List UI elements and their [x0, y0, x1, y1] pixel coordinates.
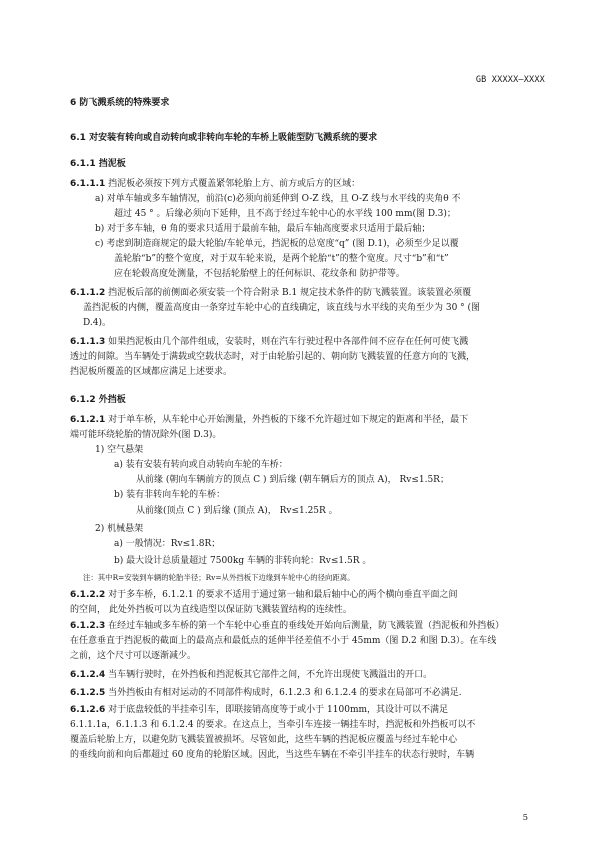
clause-number: 6.1.2.3: [70, 621, 106, 631]
text-line: 1) 空气悬架: [95, 445, 144, 455]
text-line: 的空间， 此处外挡板可以为直线造型以保证防飞溅装置结构的连续性。: [70, 605, 352, 615]
clause-text: 对于底盘较低的半挂牵引车，即联接销高度等于或小于 1100mm，其设计可以不满足: [105, 705, 449, 715]
text-line: [70, 620, 504, 632]
section-heading: 6 防飞溅系统的特殊要求: [70, 98, 170, 108]
section-heading: 6.1.2 外挡板: [70, 395, 126, 405]
text-line: D.4)。: [83, 318, 111, 328]
text-line: [70, 178, 360, 190]
clause-number: 6.1.2.1: [70, 415, 106, 425]
text-line: b) 装有非转向车轮的车桥：: [114, 490, 226, 500]
clause-number: 6.1.2.2: [70, 590, 106, 600]
text-line: 6.1.1.1a，6.1.1.3 和 6.1.2.4 的要求。在这点上，当牵引车连接一辆挂车时，挡泥板和外挡板可以不: [70, 720, 476, 730]
clause-text: 挡泥板必须按下列方式覆盖紧邻轮胎上方、前方或后方的区域：: [105, 179, 361, 189]
page-number: 5: [522, 813, 528, 823]
text-line: 盖轮胎“b”的整个宽度，对于双车轮来说，是两个轮胎“t”的整个宽度。尺寸“b”和“t”: [114, 254, 449, 264]
clause-number: 6.1.2.4: [70, 670, 106, 680]
text-line: [70, 414, 468, 426]
text-line: 从前缘 (朝向车辆前方的顶点 C ) 到后缘 (朝车辆后方的顶点 A)， Rv≤1.5R；: [136, 475, 449, 485]
text-line: [70, 287, 471, 299]
text-line: [70, 669, 432, 681]
text-line: 的垂线向前和向后都超过 60 度角的轮胎区域。因此，当这些车辆在不牵引半挂车的状态行驶时，车辆: [70, 750, 475, 760]
text-line: 2) 机械悬架: [95, 524, 144, 534]
clause-number: 6.1.1.3: [70, 337, 106, 347]
clause-number: 6.1.2.6: [70, 705, 106, 715]
text-line: 超过 45 ° 。后缘必须向下延伸，且不高于经过车轮中心的水平线 100 mm(图 D.3)；: [114, 209, 456, 219]
text-line: a) 对单车轴或多车轴情况，前沿(c)必须向前延伸到 O-Z 线，且 O-Z 线与水平线的夹角θ 不: [95, 194, 461, 204]
text-line: 之前，这个尺寸可以逐渐减少。: [70, 651, 197, 661]
clause-number: 6.1.2.5: [70, 688, 106, 698]
clause-text: 对于单车桥，从车轮中心开始测量，外挡板的下缘不允许超过如下规定的距离和半径，最下: [105, 415, 469, 425]
text-line: 透过的间隙。当车辆处于满载或空载状态时，对于由轮胎引起的、朝向防飞溅装置的任意方向的飞溅，: [70, 352, 476, 362]
text-line: b) 对于多车轴，θ 角的要求只适用于最前车轴，最后车轴高度要求只适用于最后轴；: [95, 224, 431, 234]
clause-text: 如果挡泥板由几个部件组成，安装时，则在汽车行驶过程中各部件间不应存在任何可使飞溅: [105, 337, 469, 347]
text-line: [70, 336, 468, 348]
running-header: GB XXXXX—XXXX: [475, 75, 545, 85]
text-line: 盖挡泥板的内侧，覆盖高度由一条穿过车轮中心的直线确定，该直线与水平线的夹角至少为 30 ° (图: [83, 303, 481, 313]
note-line: 注：其中R=安装到车辆的轮胎半径；Rv=从外挡板下边缘到车轮中心的径向距离。: [83, 573, 355, 582]
text-line: [70, 589, 458, 601]
text-line: 端可能环绕轮胎的情况除外(图 D.3)。: [70, 430, 222, 440]
text-line: [70, 704, 448, 716]
clause-text: 对于多车桥，6.1.2.1 的要求不适用于通过第一轴和最后轴中心的两个横向垂直平面之间: [105, 590, 458, 600]
text-line: 应在轮毂高度处测量，不包括轮胎壁上的任何标识、花纹条和 防护带等。: [114, 269, 405, 279]
text-line: b) 最大设计总质量超过 7500kg 车辆的非转向轮：Rv≤1.5R 。: [114, 556, 372, 566]
text-line: [70, 687, 462, 699]
text-line: c) 考虑到制造商规定的最大轮胎/车轮单元，挡泥板的总宽度“q” (图 D.1)，必须至少足以覆: [95, 239, 459, 249]
text-line: a) 装有安装有转向或自动转向车轮的车桥：: [114, 460, 288, 470]
text-line: 挡泥板所覆盖的区域都应满足上述要求。: [70, 367, 233, 377]
text-line: a) 一般情况：Rv≤1.8R；: [114, 539, 221, 549]
section-heading: 6.1.1 挡泥板: [70, 159, 126, 169]
section-heading: 6.1 对安装有转向或自动转向或非转向车轮的车桥上吸能型防飞溅系统的要求: [70, 133, 378, 143]
clause-text: 当车辆行驶时，在外挡板和挡泥板其它部件之间，不允许出现使飞溅溢出的开口。: [105, 670, 433, 680]
clause-text: 在经过车轴或多车桥的第一个车轮中心垂直的垂线处开始向后测量，防飞溅装置（挡泥板和外挡板）: [105, 621, 505, 631]
text-line: 在任意垂直于挡泥板的截面上的最高点和最低点的延伸半径差值不小于 45mm（图 D.2 和图 D.3）。在车线: [70, 636, 497, 646]
clause-number: 6.1.1.1: [70, 179, 106, 189]
text-line: 从前缘(顶点 C ) 到后缘 (顶点 A)， Rv≤1.25R 。: [136, 506, 338, 516]
text-line: 覆盖后轮胎上方，以避免防飞溅装置被损坏。尽管如此，这些车辆的挡泥板应覆盖与经过车轮中心: [70, 735, 458, 745]
clause-text: 当外挡板由有相对运动的不同部件构成时，6.1.2.3 和 6.1.2.4 的要求在局部可不必满足.: [105, 688, 462, 698]
clause-number: 6.1.1.2: [70, 288, 106, 298]
clause-text: 挡泥板后部的前侧面必须安装一个符合附录 B.1 规定技术条件的防飞溅装置。该装置必须覆: [105, 288, 472, 298]
